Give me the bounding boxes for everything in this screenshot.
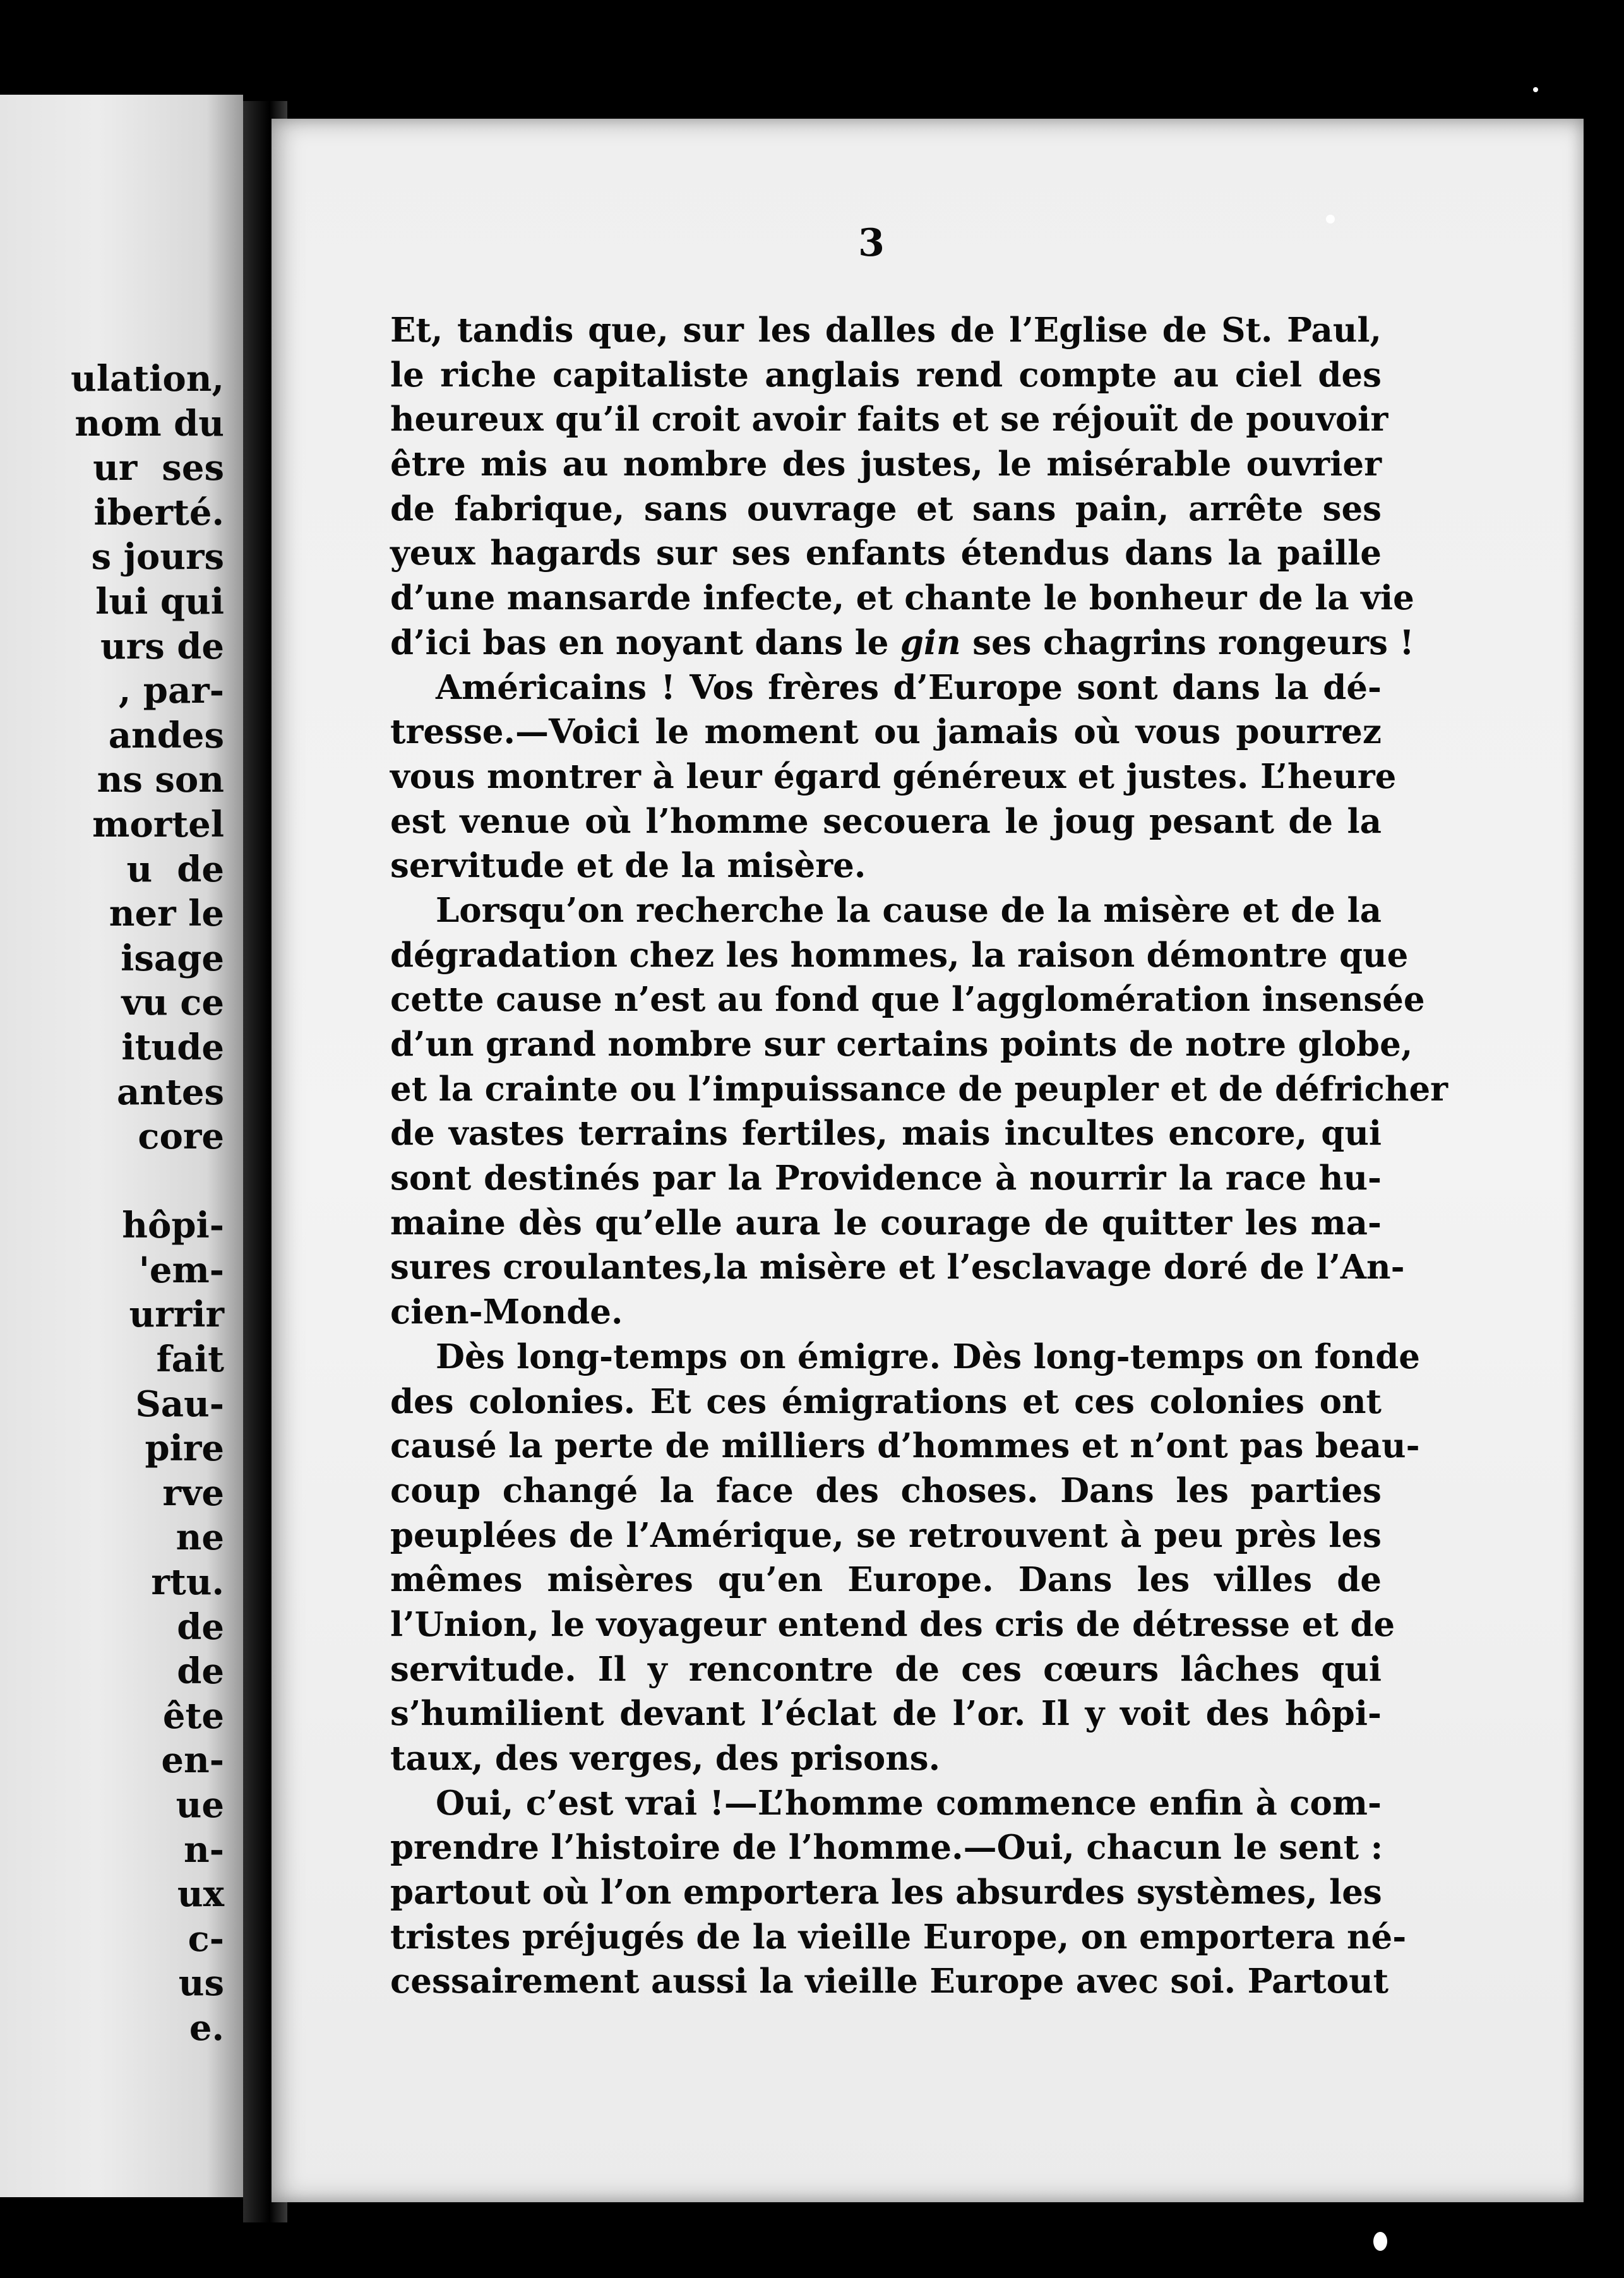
left-page-line: ur ses — [93, 447, 224, 489]
text-line: Lorsqu’on recherche la cause de la misère et de la — [436, 890, 1382, 930]
text-line: taux, des verges, des prisons. — [390, 1739, 941, 1778]
text-line: yeux hagards sur ses enfants étendus dans la paille — [390, 534, 1382, 573]
left-page-line: us — [178, 1962, 224, 2005]
left-page-text — [71, 357, 224, 2051]
left-page-line: Sau- — [135, 1383, 224, 1425]
left-page-line: ête — [162, 1695, 224, 1737]
text-line: Américains ! Vos frères d’Europe sont dans la dé- — [436, 667, 1382, 707]
left-page-line: n- — [184, 1828, 224, 1871]
left-page-line: vu ce — [121, 982, 224, 1024]
paragraph — [390, 308, 1414, 665]
text-line: cien-Monde. — [390, 1292, 623, 1332]
left-page-line: urs de — [100, 625, 224, 667]
scan-speck — [1373, 2232, 1387, 2251]
text-line: est venue où l’homme secouera le joug pesant de la — [390, 801, 1382, 841]
paragraph — [390, 888, 1448, 1335]
text-line: tresse.—Voici le moment ou jamais où vous pourrez — [390, 712, 1382, 752]
text-line: de fabrique, sans ouvrage et sans pain, arrête ses — [390, 489, 1382, 528]
text-line: d’un grand nombre sur certains points de notre globe, — [390, 1025, 1413, 1064]
text-line: prendre l’histoire de l’homme.—Oui, chacun le sent : — [390, 1828, 1383, 1868]
text-line: causé la perte de milliers d’hommes et n’ont pas beau- — [390, 1426, 1420, 1466]
text-line: cessairement aussi la vieille Europe avec soi. Partout — [390, 1962, 1389, 2001]
text-line: Dès long-temps on émigre. Dès long-temps on fonde — [436, 1337, 1421, 1376]
left-page-line: rve — [162, 1472, 224, 1514]
left-page-line: ner le — [109, 893, 224, 935]
text-line: partout où l’on emportera les absurdes systèmes, les — [390, 1873, 1382, 1912]
text-line: servitude. Il y rencontre de ces cœurs lâches qui — [390, 1649, 1382, 1689]
text-line: d’ici bas en noyant dans le gin ses chagrins rongeurs ! — [390, 623, 1414, 662]
left-page-line: pire — [145, 1428, 224, 1470]
left-page-line: rtu. — [151, 1561, 224, 1604]
text-line: d’une mansarde infecte, et chante le bonheur de la vie — [390, 578, 1414, 618]
text-line: dégradation chez les hommes, la raison démontre que — [390, 935, 1409, 975]
left-page-line: iberté. — [93, 491, 224, 534]
left-page-fragment — [0, 95, 243, 2197]
page-number: 3 — [858, 221, 885, 265]
text-line: être mis au nombre des justes, le misérable ouvrier — [390, 444, 1382, 484]
left-page-line: antes — [116, 1071, 224, 1113]
body-text — [390, 308, 1448, 2004]
text-line: sont destinés par la Providence à nourrir la race hu- — [390, 1159, 1382, 1198]
paragraph — [390, 1781, 1407, 2004]
left-page-line: de — [164, 1650, 224, 1693]
left-page-line: andes — [108, 714, 224, 756]
text-line: heureux qu’il croit avoir faits et se réjouït de pouvoir — [390, 400, 1388, 439]
left-page-line: mortel — [92, 803, 224, 845]
scan-speck — [1326, 215, 1335, 224]
text-line: tristes préjugés de la vieille Europe, on emportera né- — [390, 1917, 1407, 1957]
italic-word: gin — [900, 623, 961, 662]
text-line: cette cause n’est au fond que l’agglomération insensée — [390, 980, 1425, 1020]
text-line: vous montrer à leur égard généreux et justes. L’heure — [390, 756, 1397, 796]
text-line: maine dès qu’elle aura le courage de quitter les ma- — [390, 1203, 1382, 1243]
text-line: l’Union, le voyageur entend des cris de détresse et de — [390, 1604, 1395, 1644]
left-page-line: ue — [176, 1784, 224, 1826]
left-page-line — [71, 1159, 224, 1204]
left-page-line: itude — [121, 1026, 224, 1068]
left-page-line: de — [164, 1606, 224, 1648]
text-line: des colonies. Et ces émigrations et ces colonies ont — [390, 1381, 1382, 1421]
text-line: coup changé la face des choses. Dans les parties — [390, 1470, 1382, 1510]
text-line: peuplées de l’Amérique, se retrouvent à peu près les — [390, 1515, 1382, 1555]
left-page-line: ux — [177, 1873, 224, 1916]
left-page-line: c- — [188, 1917, 224, 1960]
text-line: s’humilient devant l’éclat de l’or. Il y voit des hôpi- — [390, 1694, 1382, 1734]
left-page-line: en- — [161, 1739, 224, 1782]
left-page-line: fait — [143, 1339, 224, 1381]
left-page-line: lui qui — [95, 580, 224, 623]
left-page-line: s jours — [91, 536, 224, 578]
left-page-line: ns son — [97, 759, 224, 801]
left-page-line: urrir — [129, 1294, 224, 1336]
text-line: sures croulantes,la misère et l’esclavage doré de l’An- — [390, 1248, 1405, 1287]
scan-speck — [1533, 87, 1538, 92]
left-page-line: ulation, — [71, 358, 224, 400]
left-page-line: nom du — [75, 402, 224, 444]
left-page-line: , par- — [118, 670, 224, 712]
left-page-line: 'em- — [138, 1249, 224, 1291]
text-line: et la crainte ou l’impuissance de peupler et de défricher — [390, 1069, 1448, 1109]
text-line: servitude et de la misère. — [390, 846, 866, 886]
text-line: de vastes terrains fertiles, mais incultes encore, qui — [390, 1114, 1382, 1154]
left-page-line: hôpi- — [122, 1205, 224, 1247]
left-page-line: ne — [164, 1517, 224, 1559]
paragraph — [390, 1335, 1421, 1781]
left-page-line: isage — [121, 937, 224, 979]
text-line: Oui, c’est vrai !—L’homme commence enfin à com- — [436, 1783, 1382, 1823]
left-page-line: e. — [189, 2007, 224, 2049]
paragraph — [390, 665, 1397, 888]
left-page-line: core — [138, 1116, 224, 1158]
text-line: Et, tandis que, sur les dalles de l’Eglise de St. Paul, — [390, 311, 1382, 350]
text-line: mêmes misères qu’en Europe. Dans les villes de — [390, 1560, 1382, 1600]
left-page-line: u de — [126, 848, 224, 890]
text-line: le riche capitaliste anglais rend compte au ciel des — [390, 355, 1382, 395]
